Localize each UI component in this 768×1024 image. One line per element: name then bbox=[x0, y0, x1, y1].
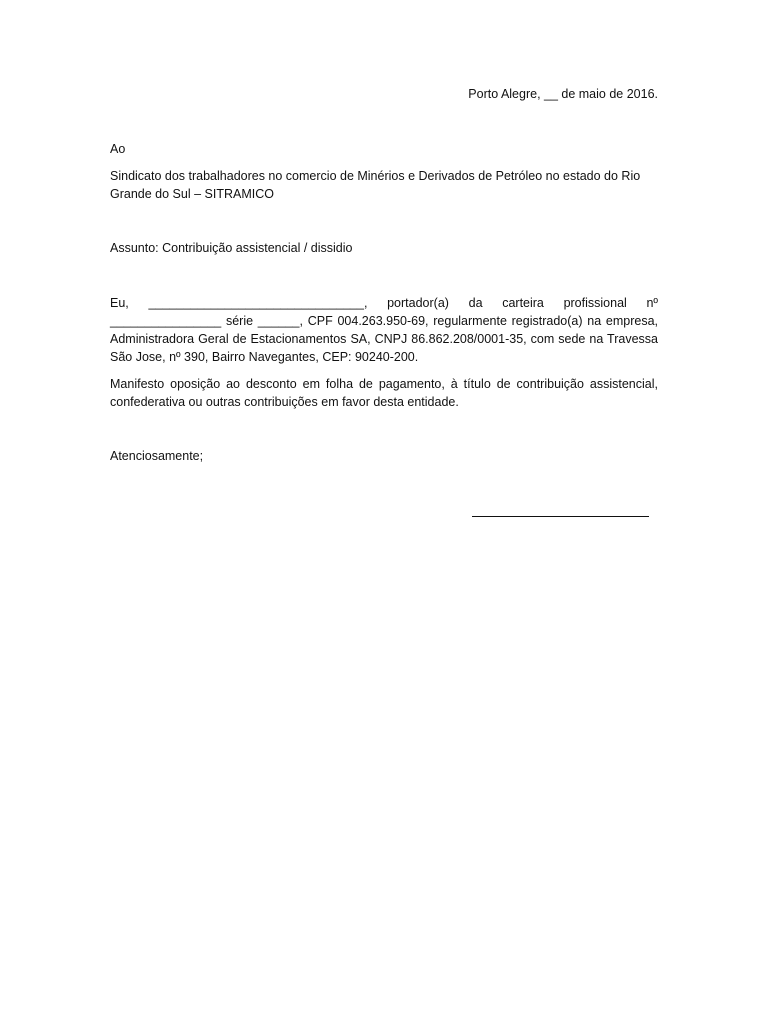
signature-line bbox=[472, 516, 649, 517]
recipient-name: Sindicato dos trabalhadores no comercio de Minérios e Derivados de Petróleo no estado do Rio Grande do Sul – SITRAMICO bbox=[110, 169, 641, 201]
declaration-paragraph: Eu, _______________________________, portador(a) da carteira profissional nº ________________ série ______, CPF 004.263.950-69, regularmente registrado(a) na empresa, Administradora Geral de Estacionamentos SA, CNPJ 86.862.208/0001-35, com sede na Travessa São Jose, nº 390, Bairro Navegantes, CEP: 90240-200. bbox=[110, 296, 658, 364]
subject-line: Assunto: Contribuição assistencial / dissidio bbox=[110, 241, 353, 255]
date-line: Porto Alegre, __ de maio de 2016. bbox=[468, 87, 658, 101]
opposition-paragraph: Manifesto oposição ao desconto em folha de pagamento, à título de contribuição assistencial, confederativa ou outras contribuições em favor desta entidade. bbox=[110, 377, 658, 409]
closing-salutation: Atenciosamente; bbox=[110, 449, 204, 463]
recipient-prefix: Ao bbox=[110, 142, 126, 156]
